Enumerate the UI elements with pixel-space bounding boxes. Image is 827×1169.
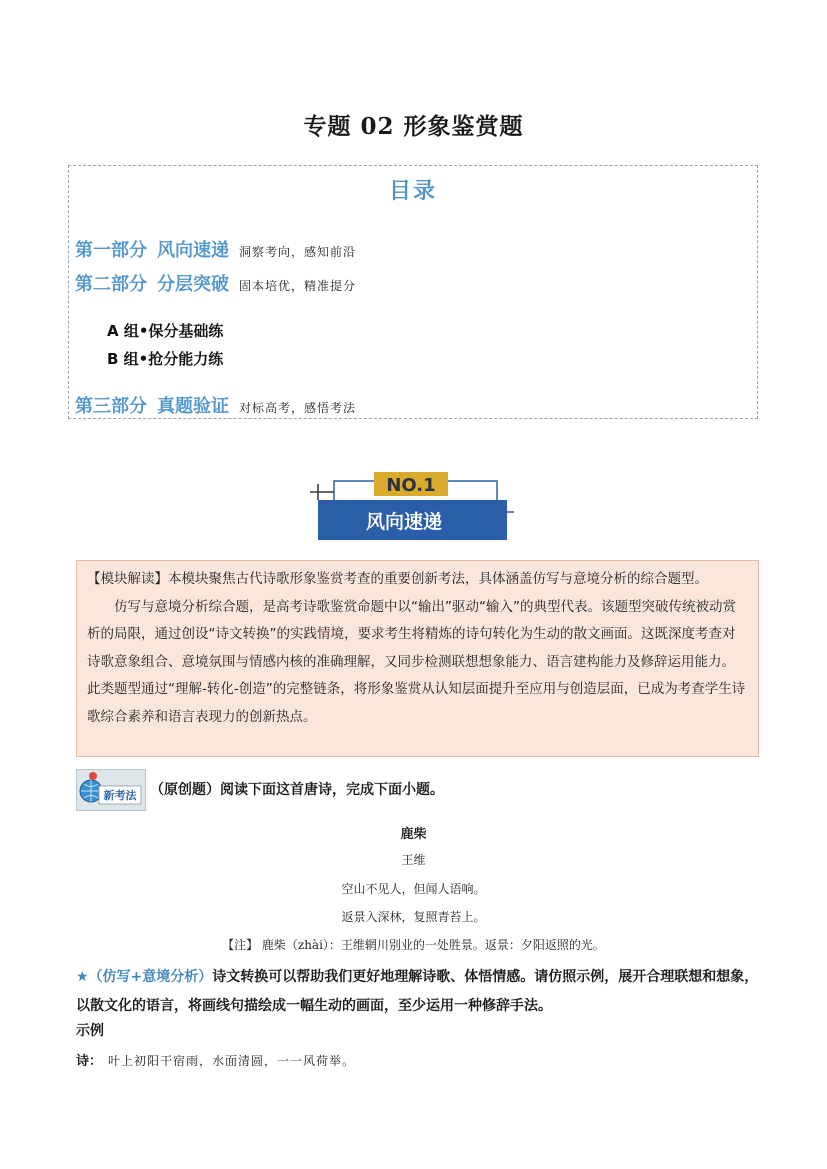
toc-part-subtitle: 对标高考，感悟考法 bbox=[239, 401, 357, 415]
toc-group-b[interactable]: B 组•抢分能力练 bbox=[107, 350, 224, 368]
toc-part-name: 风向速递 bbox=[157, 240, 229, 261]
poem-line-2: 返景入深林，复照青苔上。 bbox=[341, 910, 486, 924]
toc-part-3[interactable] bbox=[75, 392, 356, 418]
intro-lead: 【模块解读】本模块聚焦古代诗歌形象鉴赏考查的重要创新考法，具体涵盖仿写与意境分析的综合题型。 bbox=[87, 571, 708, 587]
question-intro: （原创题）阅读下面这首唐诗，完成下面小题。 bbox=[150, 782, 444, 798]
section-banner bbox=[310, 466, 520, 546]
toc-part-label: 第二部分 bbox=[75, 274, 147, 295]
toc-part-name: 真题验证 bbox=[157, 396, 229, 417]
toc-part-subtitle: 固本培优，精准提分 bbox=[239, 279, 357, 293]
intro-body: 仿写与意境分析综合题，是高考诗歌鉴赏命题中以“输出”驱动“输入”的典型代表。该题型突破传统被动赏析的局限，通过创设“诗文转换”的实践情境，要求考生将精炼的诗句转化为生动的散文画面。这既深度考查对诗歌意象组合、意境氛围与情感内核的准确理解，又同步检测联想想象能力、语言建构能力及修辞运用能力。此类题型通过“理解-转化-创造”的完整链条，将形象鉴赏从认知层面提升至应用与创造层面，已成为考查学生诗歌综合素养和语言表现力的创新热点。 bbox=[87, 598, 746, 725]
toc-part-1[interactable] bbox=[75, 236, 356, 262]
task-text: 诗文转换可以帮助我们更好地理解诗歌、体悟情感。请仿照示例，展开合理联想和想象，以散文化的语言，将画线句描绘成一幅生动的画面，至少运用一种修辞手法。 bbox=[76, 969, 759, 1014]
toc-part-2[interactable] bbox=[75, 270, 356, 296]
example-poem-label: 诗： bbox=[76, 1054, 103, 1069]
banner-title: 风向速递 bbox=[365, 511, 443, 533]
toc-part-label: 第一部分 bbox=[75, 240, 147, 261]
toc-part-name: 分层突破 bbox=[157, 274, 229, 295]
toc-part-subtitle: 洞察考向，感知前沿 bbox=[239, 245, 357, 259]
banner-number: NO.1 bbox=[386, 475, 436, 496]
poem-line-1: 空山不见人，但闻人语响。 bbox=[341, 882, 486, 896]
module-intro bbox=[76, 560, 759, 757]
globe-icon bbox=[77, 770, 145, 810]
toc-part-label: 第三部分 bbox=[75, 396, 147, 417]
poem-note: 【注】 鹿柴（zhài）：王维辋川别业的一处胜景。返景：夕阳返照的光。 bbox=[222, 938, 605, 952]
example-poem-text: 叶上初阳干宿雨，水面清圆，一一风荷举。 bbox=[108, 1054, 356, 1068]
toc-group-a[interactable]: A 组•保分基础练 bbox=[107, 322, 224, 340]
banner-graphic bbox=[310, 466, 520, 546]
task-tag: ★（仿写+意境分析） bbox=[76, 969, 213, 985]
toc-heading: 目录 bbox=[388, 179, 437, 204]
example-poem bbox=[76, 1050, 355, 1069]
poem-title: 鹿柴 bbox=[400, 827, 427, 842]
task-instruction bbox=[76, 963, 766, 1021]
new-exam-badge bbox=[76, 769, 146, 811]
document-title: 专题 02 形象鉴赏题 bbox=[303, 113, 524, 140]
table-of-contents bbox=[68, 165, 758, 419]
example-label: 示例 bbox=[76, 1023, 104, 1039]
poem-author: 王维 bbox=[401, 853, 426, 867]
badge-label: 新考法 bbox=[103, 789, 137, 802]
